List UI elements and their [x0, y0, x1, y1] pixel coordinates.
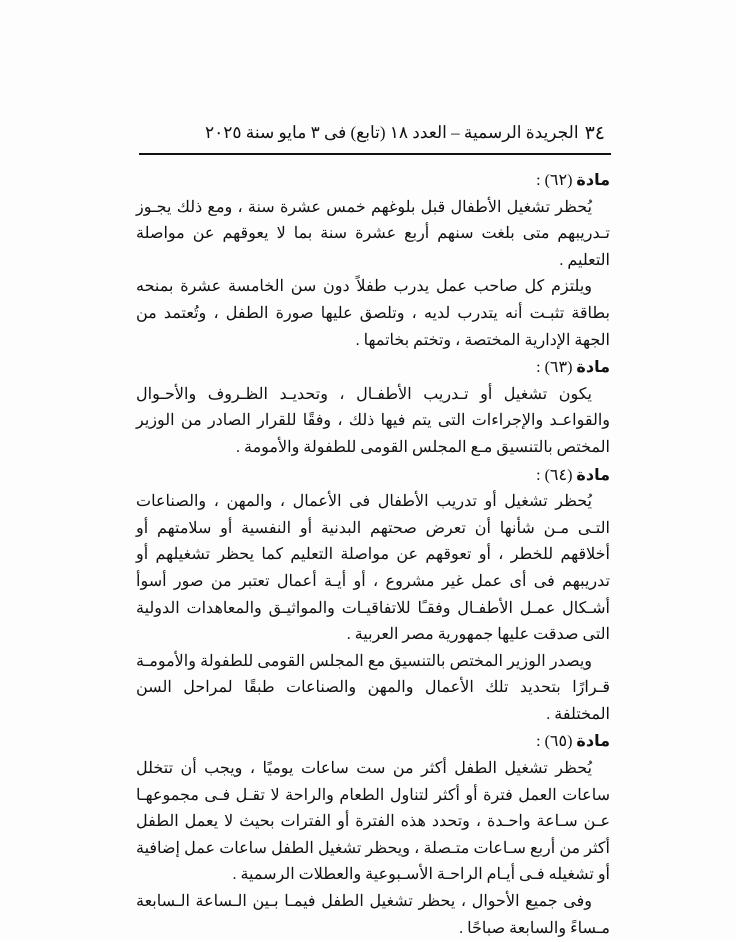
article-number: (٦٥)	[544, 733, 573, 751]
page-number: ٣٤	[584, 122, 605, 144]
article-65	[136, 728, 610, 942]
article-heading	[136, 728, 610, 756]
article-paragraph: يُحظر تشغيل الأطفال قبل بلوغهم خمس عشرة سنة ، ومع ذلك يجـوز تـدريبهم متى بلغت سنهم أربع عشرة سنة بما لا يعوقهم عن مواصلة التعليم .	[136, 198, 610, 269]
page-body	[136, 167, 610, 942]
article-colon: :	[536, 172, 541, 189]
article-label: مادة	[576, 731, 610, 751]
article-paragraph: وفى جميع الأحوال ، يحظر تشغيل الطفل فيمـا بـين الـساعة الـسابعة مـساءً والسابعة صباحًا .	[136, 893, 610, 937]
article-colon: :	[536, 733, 541, 751]
article-number: (٦٣)	[544, 359, 573, 377]
article-heading	[136, 354, 610, 382]
article-label: مادة	[576, 464, 610, 484]
article-paragraph: ويصدر الوزير المختص بالتنسيق مع المجلس القومى للطفولة والأمومـة قـرارًا بتحديد تلك الأعمال والمهن والصناعات طبقًا لمراحل السن المختلفة .	[136, 652, 610, 723]
article-63	[136, 354, 610, 461]
article-62	[136, 167, 610, 354]
gazette-header-title: الجريدة الرسمية – العدد ١٨ (تابع) فى ٣ مايو سنة ٢٠٢٥	[205, 123, 579, 142]
article-number: (٦٤)	[544, 466, 573, 484]
article-label: مادة	[576, 170, 610, 189]
article-label: مادة	[576, 357, 610, 377]
article-paragraph: يُحظر تشغيل أو تدريب الأطفال فى الأعمال ، والمهن ، والصناعات التـى مـن شأنها أن تعرض صحتهم البدنية أو النفسية أو سلامتهم أو أخلاقهم للخطر ، أو تعوقهم عن مواصلة التعليم كما يحظر تشغيلهم أو تدريبهم فى أى عمل غير مشروع ، أو أيـة أعمال تعتبر من صور أسوأ أشـكال عمـل الأطفـال وفقـًا للاتفاقيـات والمواثيـق والمعاهدات الدولية التى صدقت عليها جمهورية مصر العربية .	[136, 493, 610, 644]
article-number: (٦٢)	[544, 172, 573, 189]
page-header	[205, 118, 605, 148]
article-paragraph: يُحظر تشغيل الطفل أكثر من ست ساعات يوميًا ، ويجب أن تتخلل ساعات العمل فترة أو أكثر لتناول الطعام والراحة لا تقـل فـى مجموعهـا عـن سـاعة واحـدة ، وتحدد هذه الفترة أو الفترات بحيث لا يعمل الطفل أكثر من أربع سـاعات متـصلة ، ويحظر تشغيل الطفل ساعات عمل إضافية أو تشغيله فـى أيـام الراحـة الأسـبوعية والعطلات الرسمية .	[136, 760, 610, 884]
article-64	[136, 462, 610, 729]
article-colon: :	[536, 359, 541, 377]
article-heading	[136, 462, 610, 490]
header-divider	[139, 153, 611, 155]
article-paragraph: ويلتزم كل صاحب عمل يدرب طفلاً دون سن الخامسة عشرة بمنحه بطاقة تثبـت أنه يتدرب لديه ، وتلصق عليها صورة الطفل ، وتُعتمد من الجهة الإدارية المختصة ، وتختم بخاتمها .	[136, 278, 610, 349]
article-colon: :	[536, 466, 541, 484]
article-paragraph: يكون تشغيل أو تـدريب الأطفـال ، وتحديـد الظـروف والأحـوال والقواعـد والإجراءات التى يتم فيها ذلك ، وفقًا للقرار الصادر من الوزير المختص بالتنسيق مـع المجلس القومى للطفولة والأمومة .	[136, 385, 610, 456]
article-heading	[136, 167, 610, 195]
